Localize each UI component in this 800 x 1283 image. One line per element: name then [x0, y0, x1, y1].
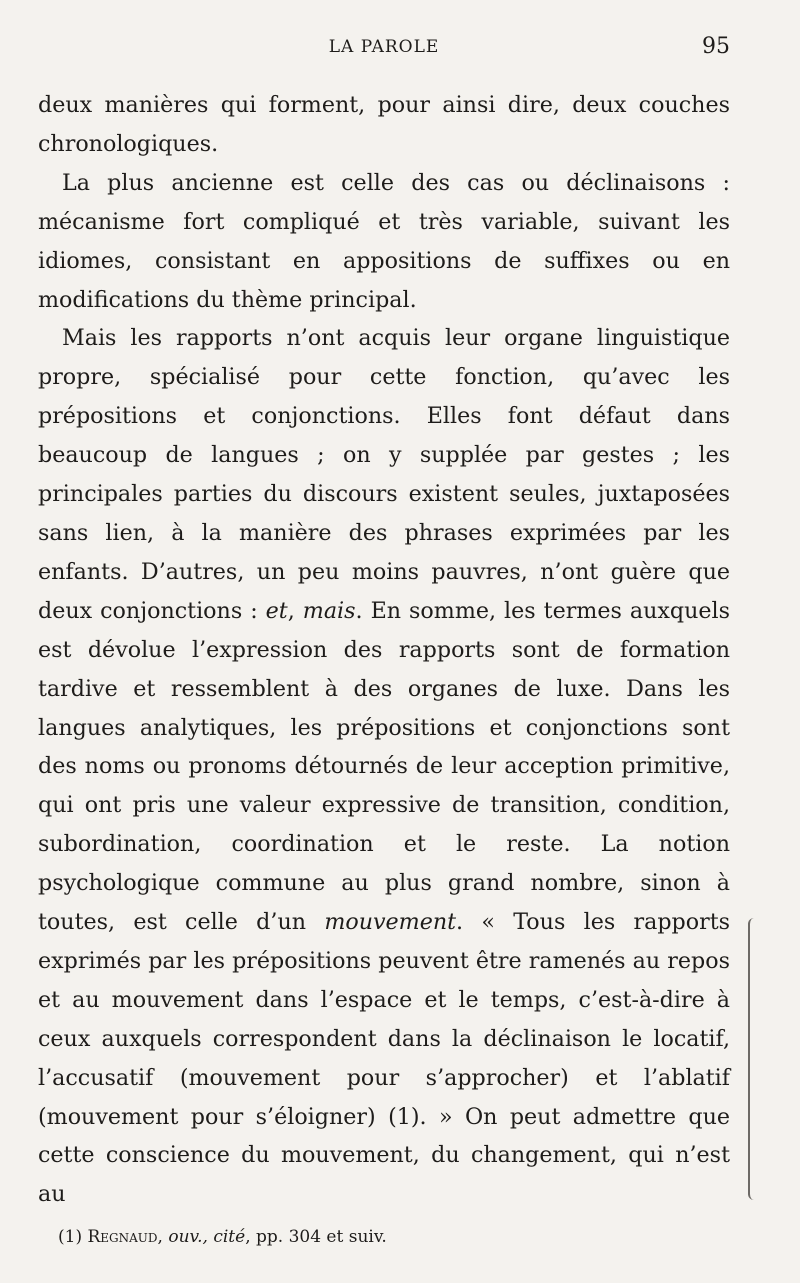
paragraph-1: deux manières qui forment, pour ainsi dire, deux couches chronologiques. [38, 92, 730, 157]
footnote: (1) Regnaud, ouv., cité, pp. 304 et suiv. [58, 1227, 387, 1247]
paragraph-3-text-c: . « Tous les rapports exprimés par les prépositions peuvent être ramenés au repos et au mouvement dans l’espace et le temps, c’est-à-dire à ceux auxquels correspondent dans la déclinaison le locatif, l’accusatif (mouvement pour s’approcher) et l’ablatif (mouvement pour s’éloigner) (1). » On peut admettre que cette conscience du mouvement, du changement, qui n’est au [38, 909, 730, 1208]
running-title: LA PAROLE [328, 37, 440, 57]
paragraph-2: La plus ancienne est celle des cas ou déclinaisons : mécanisme fort compliqué et très variable, suivant les idiomes, consistant en appositions de suffixes ou en modifications du thème principal. [38, 169, 730, 313]
paragraph-3 [38, 319, 730, 1214]
body-text [38, 86, 730, 1214]
comma: , [287, 597, 295, 624]
italic-mouvement: mouvement [324, 909, 457, 936]
running-head [38, 34, 730, 64]
footnote-author: Regnaud [87, 1227, 158, 1247]
page-number: 95 [702, 34, 730, 59]
paragraph-3-text-b: . En somme, les termes auxquels est dévolue l’expression des rapports sont de formation tardive et ressemblent à des organes de luxe. Dans les langues analytiques, les prépositions et conjonctions sont des noms ou pronoms détournés de leur acception primitive, qui ont pris une valeur expressive de transition, condition, subordination, coordination et le reste. La notion psychologique commune au plus grand nombre, sinon à toutes, est celle d’un [38, 597, 730, 936]
paragraph-3-text-a: Mais les rapports n’ont acquis leur organe linguistique propre, spécialisé pour cette fonction, qu’avec les prépositions et conjonctions. Elles font défaut dans beaucoup de langues ; on y supplée par gestes ; les principales parties du discours existent seules, juxtaposées sans lien, à la manière des phrases exprimées par les enfants. D’autres, un peu moins pauvres, n’ont guère que deux conjonctions : [38, 325, 730, 624]
margin-pencil-mark [748, 918, 760, 1200]
italic-mais: mais [302, 597, 356, 624]
footnote-work: ouv., cité [168, 1227, 246, 1247]
footnote-pages: , pp. 304 et suiv. [245, 1227, 387, 1247]
footnote-marker: (1) [58, 1227, 83, 1247]
italic-et: et [265, 597, 288, 624]
